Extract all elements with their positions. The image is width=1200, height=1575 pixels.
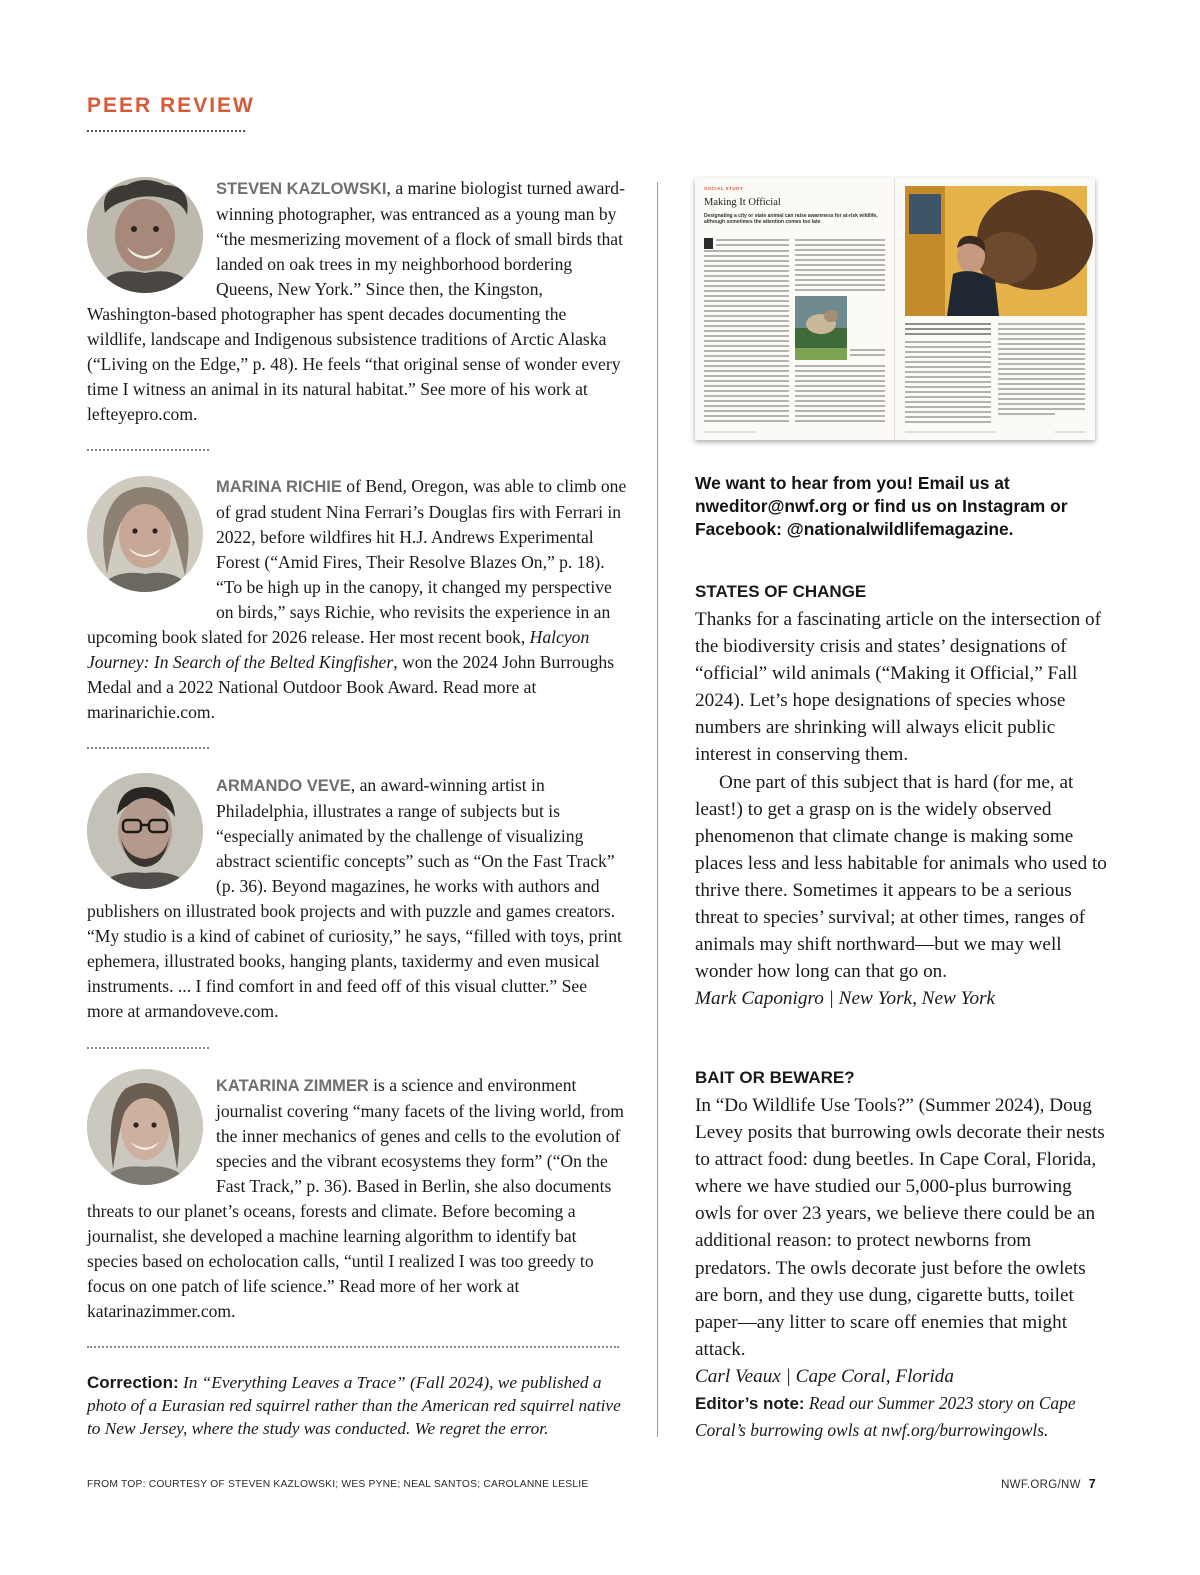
avatar-richie bbox=[87, 476, 203, 592]
contributor-bio-kazlowski bbox=[87, 176, 627, 427]
contributor-text: , a marine biologist turned award-winning photographer, was entranced as a young man by “the mesmerizing movement of a flock of small birds that landed on oak trees in my neighborhood bordering Queens, New York.” Since then, the Kingston, Washington-based photographer has spent decades documenting the wildlife, landscape and Indigenous subsistence traditions of Arctic Alaska (“Living on the Edge,” p. 48). He feels “that original sense of wonder every time I witness an animal in its natural habitat.” See more of his work at lefteyepro.com. bbox=[87, 178, 625, 424]
contributor-name: ARMANDO VEVE bbox=[216, 777, 351, 795]
contributor-text: , an award-winning artist in Philadelphia, illustrates a range of subjects but is “especially animated by the challenge of visualizing abstract scientific concepts” such as “On the Fast Track” (p. 36). Beyond magazines, he works with authors and publishers on illustrated book projects and with puzzle and games creators. “My studio is a kind of cabinet of curiosity,” he says, “filled with toys, print ephemera, illustrated books, hanging plants, taxidermy and even musical instruments. ... I find comfort in and feed off of this visual clutter.” See more at armandoveve.com. bbox=[87, 775, 622, 1021]
letter-states-of-change bbox=[695, 606, 1107, 1012]
letter-heading: BAIT OR BEWARE? bbox=[695, 1068, 855, 1087]
spread-kicker: SOCIAL STUDY bbox=[704, 186, 744, 191]
section-divider bbox=[87, 1346, 619, 1348]
contributor-text: is a science and environment journalist covering “many facets of the living world, from the inner mechanics of genes and cells to the evolution of species and the vibrant ecosystems they form” (“On the Fast Track,” p. 36). Based in Berlin, she also documents threats to our planet’s oceans, forests and climate. Before becoming a journalist, she developed a machine learning algorithm to identify bat species based on echolocation calls, “until I realized I was too greedy to focus on one patch of life science.” Read more of her work at katarinazimmer.com. bbox=[87, 1075, 624, 1321]
letter-heading: STATES OF CHANGE bbox=[695, 582, 867, 601]
spread-deck: Designating a city or state animal can raise awareness for at-risk wildlife, although sometimes the attention comes too late bbox=[704, 213, 878, 225]
page-number: 7 bbox=[1088, 1477, 1096, 1491]
section-label-underline bbox=[87, 130, 245, 132]
article-spread-thumbnail bbox=[695, 178, 1095, 440]
bio-divider bbox=[87, 1047, 209, 1049]
bio-divider bbox=[87, 747, 209, 749]
page-folio bbox=[1001, 1477, 1096, 1491]
editors-note-label: Editor’s note: bbox=[695, 1394, 805, 1413]
letter-bait-or-beware bbox=[695, 1092, 1107, 1390]
site-url: NWF.ORG/NW bbox=[1001, 1479, 1081, 1491]
contributor-name: KATARINA ZIMMER bbox=[216, 1077, 369, 1095]
section-label: PEER REVIEW bbox=[87, 94, 255, 117]
book-title: Halcyon Journey: In Search of the Belted Kingfisher bbox=[87, 626, 590, 672]
photo-credits: FROM TOP: COURTESY OF STEVEN KAZLOWSKI; WES PYNE; NEAL SANTOS; CAROLANNE LESLIE bbox=[87, 1479, 589, 1490]
correction-text: In “Everything Leaves a Trace” (Fall 2024), we published a photo of a Eurasian red squirrel rather than the American red squirrel native to New Jersey, where the study was conducted. We regret the error. bbox=[87, 1373, 621, 1438]
contributor-name: STEVEN KAZLOWSKI bbox=[216, 180, 387, 198]
editors-note bbox=[695, 1390, 1107, 1443]
avatar-zimmer bbox=[87, 1069, 203, 1185]
contributor-bio-zimmer bbox=[87, 1073, 627, 1324]
editors-note-text: Read our Summer 2023 story on Cape Coral’s burrowing owls at nwf.org/burrowingowls. bbox=[695, 1393, 1076, 1440]
avatar-kazlowski bbox=[87, 177, 203, 293]
contributor-name: MARINA RICHIE bbox=[216, 478, 342, 496]
avatar-veve bbox=[87, 773, 203, 889]
contributor-bio-veve bbox=[87, 773, 627, 1024]
column-rule bbox=[657, 182, 658, 1437]
bio-divider bbox=[87, 449, 209, 451]
correction-note bbox=[87, 1372, 627, 1440]
contact-callout: We want to hear from you! Email us at nweditor@nwf.org or find us on Instagram or Facebook: @nationalwildlifemagazine. bbox=[695, 473, 1068, 540]
correction-label: Correction: bbox=[87, 1373, 179, 1392]
letter-signature: Carl Veaux | Cape Coral, Florida bbox=[695, 1365, 954, 1387]
contributor-text: of Bend, Oregon, was able to climb one of grad student Nina Ferrari’s Douglas firs with Ferrari in 2022, before wildfires hit H.J. Andrews Experimental Forest (“Amid Fires, Their Resolve Blazes On,” p. 18). “To be high up in the canopy, it changed my perspective on birds,” says Richie, who revisits the experience in an upcoming book slated for 2026 release. Her most recent book, bbox=[87, 476, 627, 647]
contributor-text: , won the 2024 John Burroughs Medal and a 2022 National Outdoor Book Award. Read more at marinarichie.com. bbox=[87, 651, 615, 722]
contributor-bio-richie bbox=[87, 474, 627, 725]
letter-signature: Mark Caponigro | New York, New York bbox=[695, 988, 996, 1010]
letter-paragraph: In “Do Wildlife Use Tools?” (Summer 2024), Doug Levey posits that burrowing owls decorate their nests to attract food: dung beetles. In Cape Coral, Florida, where we have studied our 5,000-plus burrowing owls for over 23 years, we believe there could be an additional reason: to protect newborns from predators. The owls decorate just before the owlets are born, and they use dung, cigarette butts, toilet paper—any litter to scare off enemies that might attack. bbox=[695, 1095, 1105, 1360]
spread-text-columns bbox=[695, 178, 1095, 440]
letter-paragraph: Thanks for a fascinating article on the intersection of the biodiversity crisis and states’ designations of “official” wild animals (“Making it Official,” Fall 2024). Let’s hope designations of species whose numbers are shrinking will always elicit public interest in conserving them. bbox=[695, 609, 1101, 766]
spread-title: Making It Official bbox=[704, 197, 781, 208]
letter-paragraph: One part of this subject that is hard (for me, at least!) to get a grasp on is the widely observed phenomenon that climate change is making some places less and less habitable for animals who used to thrive there. Sometimes it appears to be a serious threat to species’ survival; at other times, ranges of animals may shift northward—but we may well wonder how long can that go on. bbox=[695, 771, 1107, 983]
